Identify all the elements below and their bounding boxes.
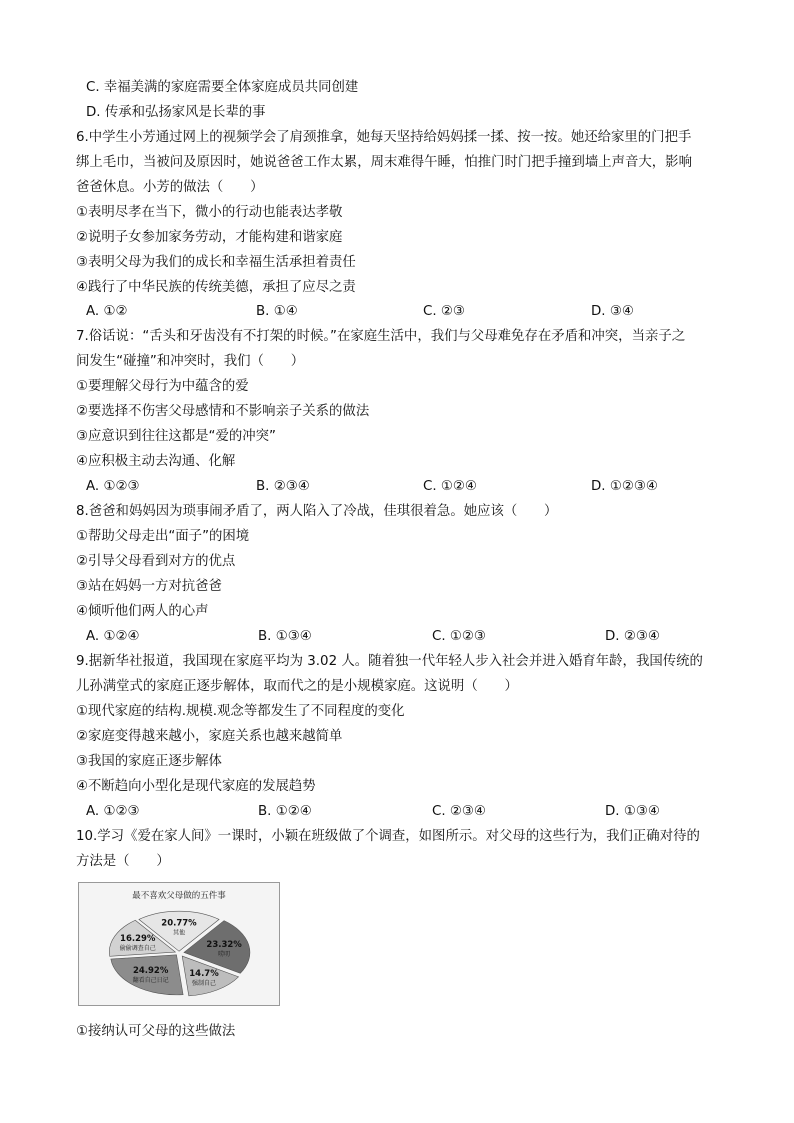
q9-item-3: ③我国的家庭正逐步解体 — [76, 754, 222, 769]
q7-item-3: ③应意识到往往这都是“爱的冲突” — [76, 429, 276, 444]
q9-stem-line-1: 9.据新华社报道，我国现在家庭平均为 3.02 人。随着独一代年轻人步入社会并进入婚育年龄，我国传统的 — [76, 654, 703, 669]
pie-value-label-2: 23.32% — [206, 939, 242, 950]
q7-options — [86, 478, 686, 496]
pie-category-label-4: 翻看自己日记 — [132, 977, 169, 985]
q6-option-b[interactable]: B. ①④ — [256, 304, 298, 319]
q10-stem-line-1: 10.学习《爱在家人间》一课时，小颖在班级做了个调查，如图所示。对父母的这些行为，我们正确对待的 — [76, 829, 700, 844]
pie-chart-svg — [79, 883, 279, 1005]
pie-value-label-5: 16.29% — [120, 934, 156, 945]
q6-item-3: ③表明父母为我们的成长和幸福生活承担着责任 — [76, 255, 356, 270]
q9-option-d[interactable]: D. ①③④ — [605, 804, 660, 819]
q6-option-d[interactable]: D. ③④ — [591, 304, 634, 319]
pie-value-label-1: 20.77% — [161, 918, 197, 929]
q10-stem-line-2: 方法是（ ） — [76, 854, 170, 869]
pie-value-label-3: 14.7% — [189, 969, 219, 980]
q8-option-c[interactable]: C. ①②③ — [432, 629, 486, 644]
q5-option-d: D. 传承和弘扬家风是长辈的事 — [86, 105, 266, 120]
q8-stem-line-1: 8.爸爸和妈妈因为琐事闹矛盾了，两人陷入了冷战，佳琪很着急。她应该（ ） — [76, 504, 558, 519]
pie-value-label-4: 24.92% — [132, 966, 169, 977]
q6-option-c[interactable]: C. ②③ — [423, 304, 465, 319]
q7-stem-line-2: 间发生“碰撞”和冲突时，我们（ ） — [76, 354, 305, 369]
q6-item-4: ④践行了中华民族的传统美德，承担了应尽之责 — [76, 280, 356, 295]
q6-item-2: ②说明子女参加家务劳动，才能构建和谐家庭 — [76, 230, 343, 245]
q6-stem-line-3: 爸爸休息。小芳的做法（ ） — [76, 180, 264, 195]
q7-item-1: ①要理解父母行为中蕴含的爱 — [76, 379, 249, 394]
q7-option-d[interactable]: D. ①②③④ — [591, 479, 658, 494]
q9-item-2: ②家庭变得越来越小，家庭关系也越来越简单 — [76, 729, 343, 744]
q9-option-b[interactable]: B. ①②④ — [258, 804, 312, 819]
q6-options — [86, 303, 686, 321]
q8-item-1: ①帮助父母走出“面子”的困境 — [76, 529, 250, 544]
q8-item-4: ④倾听他们两人的心声 — [76, 604, 209, 619]
pie-category-label-5: 偷偷调查自己 — [119, 945, 156, 953]
survey-pie-chart — [78, 882, 280, 1006]
q9-options — [86, 803, 686, 821]
q7-stem-line-1: 7.俗话说：“舌头和牙齿没有不打架的时候。”在家庭生活中，我们与父母难免存在矛盾和冲突，当亲子之 — [76, 329, 686, 344]
q9-stem-line-2: 儿孙满堂式的家庭正逐步解体，取而代之的是小规模家庭。这说明（ ） — [76, 679, 518, 694]
q7-option-b[interactable]: B. ②③④ — [256, 479, 310, 494]
chart-title: 最不喜欢父母做的五件事 — [132, 891, 226, 901]
q8-options — [86, 628, 686, 646]
pie-category-label-2: 唠叨 — [218, 950, 231, 958]
q6-option-a[interactable]: A. ①② — [86, 304, 128, 319]
q8-option-a[interactable]: A. ①②④ — [86, 629, 140, 644]
q8-item-3: ③站在妈妈一方对抗爸爸 — [76, 579, 222, 594]
q7-option-c[interactable]: C. ①②④ — [423, 479, 477, 494]
q7-option-a[interactable]: A. ①②③ — [86, 479, 140, 494]
q8-option-d[interactable]: D. ②③④ — [605, 629, 660, 644]
q9-item-4: ④不断趋向小型化是现代家庭的发展趋势 — [76, 779, 316, 794]
q9-option-c[interactable]: C. ②③④ — [432, 804, 486, 819]
q10-item-1: ①接纳认可父母的这些做法 — [76, 1024, 236, 1039]
q6-stem-line-2: 绑上毛巾，当被问及原因时，她说爸爸工作太累，周末难得午睡，怕推门时门把手撞到墙上声音大，影响 — [76, 155, 692, 170]
q9-item-1: ①现代家庭的结构.规模.观念等都发生了不同程度的变化 — [76, 704, 405, 719]
q7-item-4: ④应积极主动去沟通、化解 — [76, 454, 236, 469]
q6-item-1: ①表明尽孝在当下，微小的行动也能表达孝敬 — [76, 205, 343, 220]
pie-category-label-1: 其他 — [172, 929, 186, 937]
q8-option-b[interactable]: B. ①③④ — [258, 629, 312, 644]
q5-option-c: C. 幸福美满的家庭需要全体家庭成员共同创建 — [86, 80, 359, 95]
q8-item-2: ②引导父母看到对方的优点 — [76, 554, 236, 569]
pie-category-label-3: 强制自己 — [191, 980, 217, 988]
q6-stem-line-1: 6.中学生小芳通过网上的视频学会了肩颈推拿，她每天坚持给妈妈揉一揉、按一按。她还给家里的门把手 — [76, 130, 692, 145]
q7-item-2: ②要选择不伤害父母感情和不影响亲子关系的做法 — [76, 404, 370, 419]
q9-option-a[interactable]: A. ①②③ — [86, 804, 140, 819]
